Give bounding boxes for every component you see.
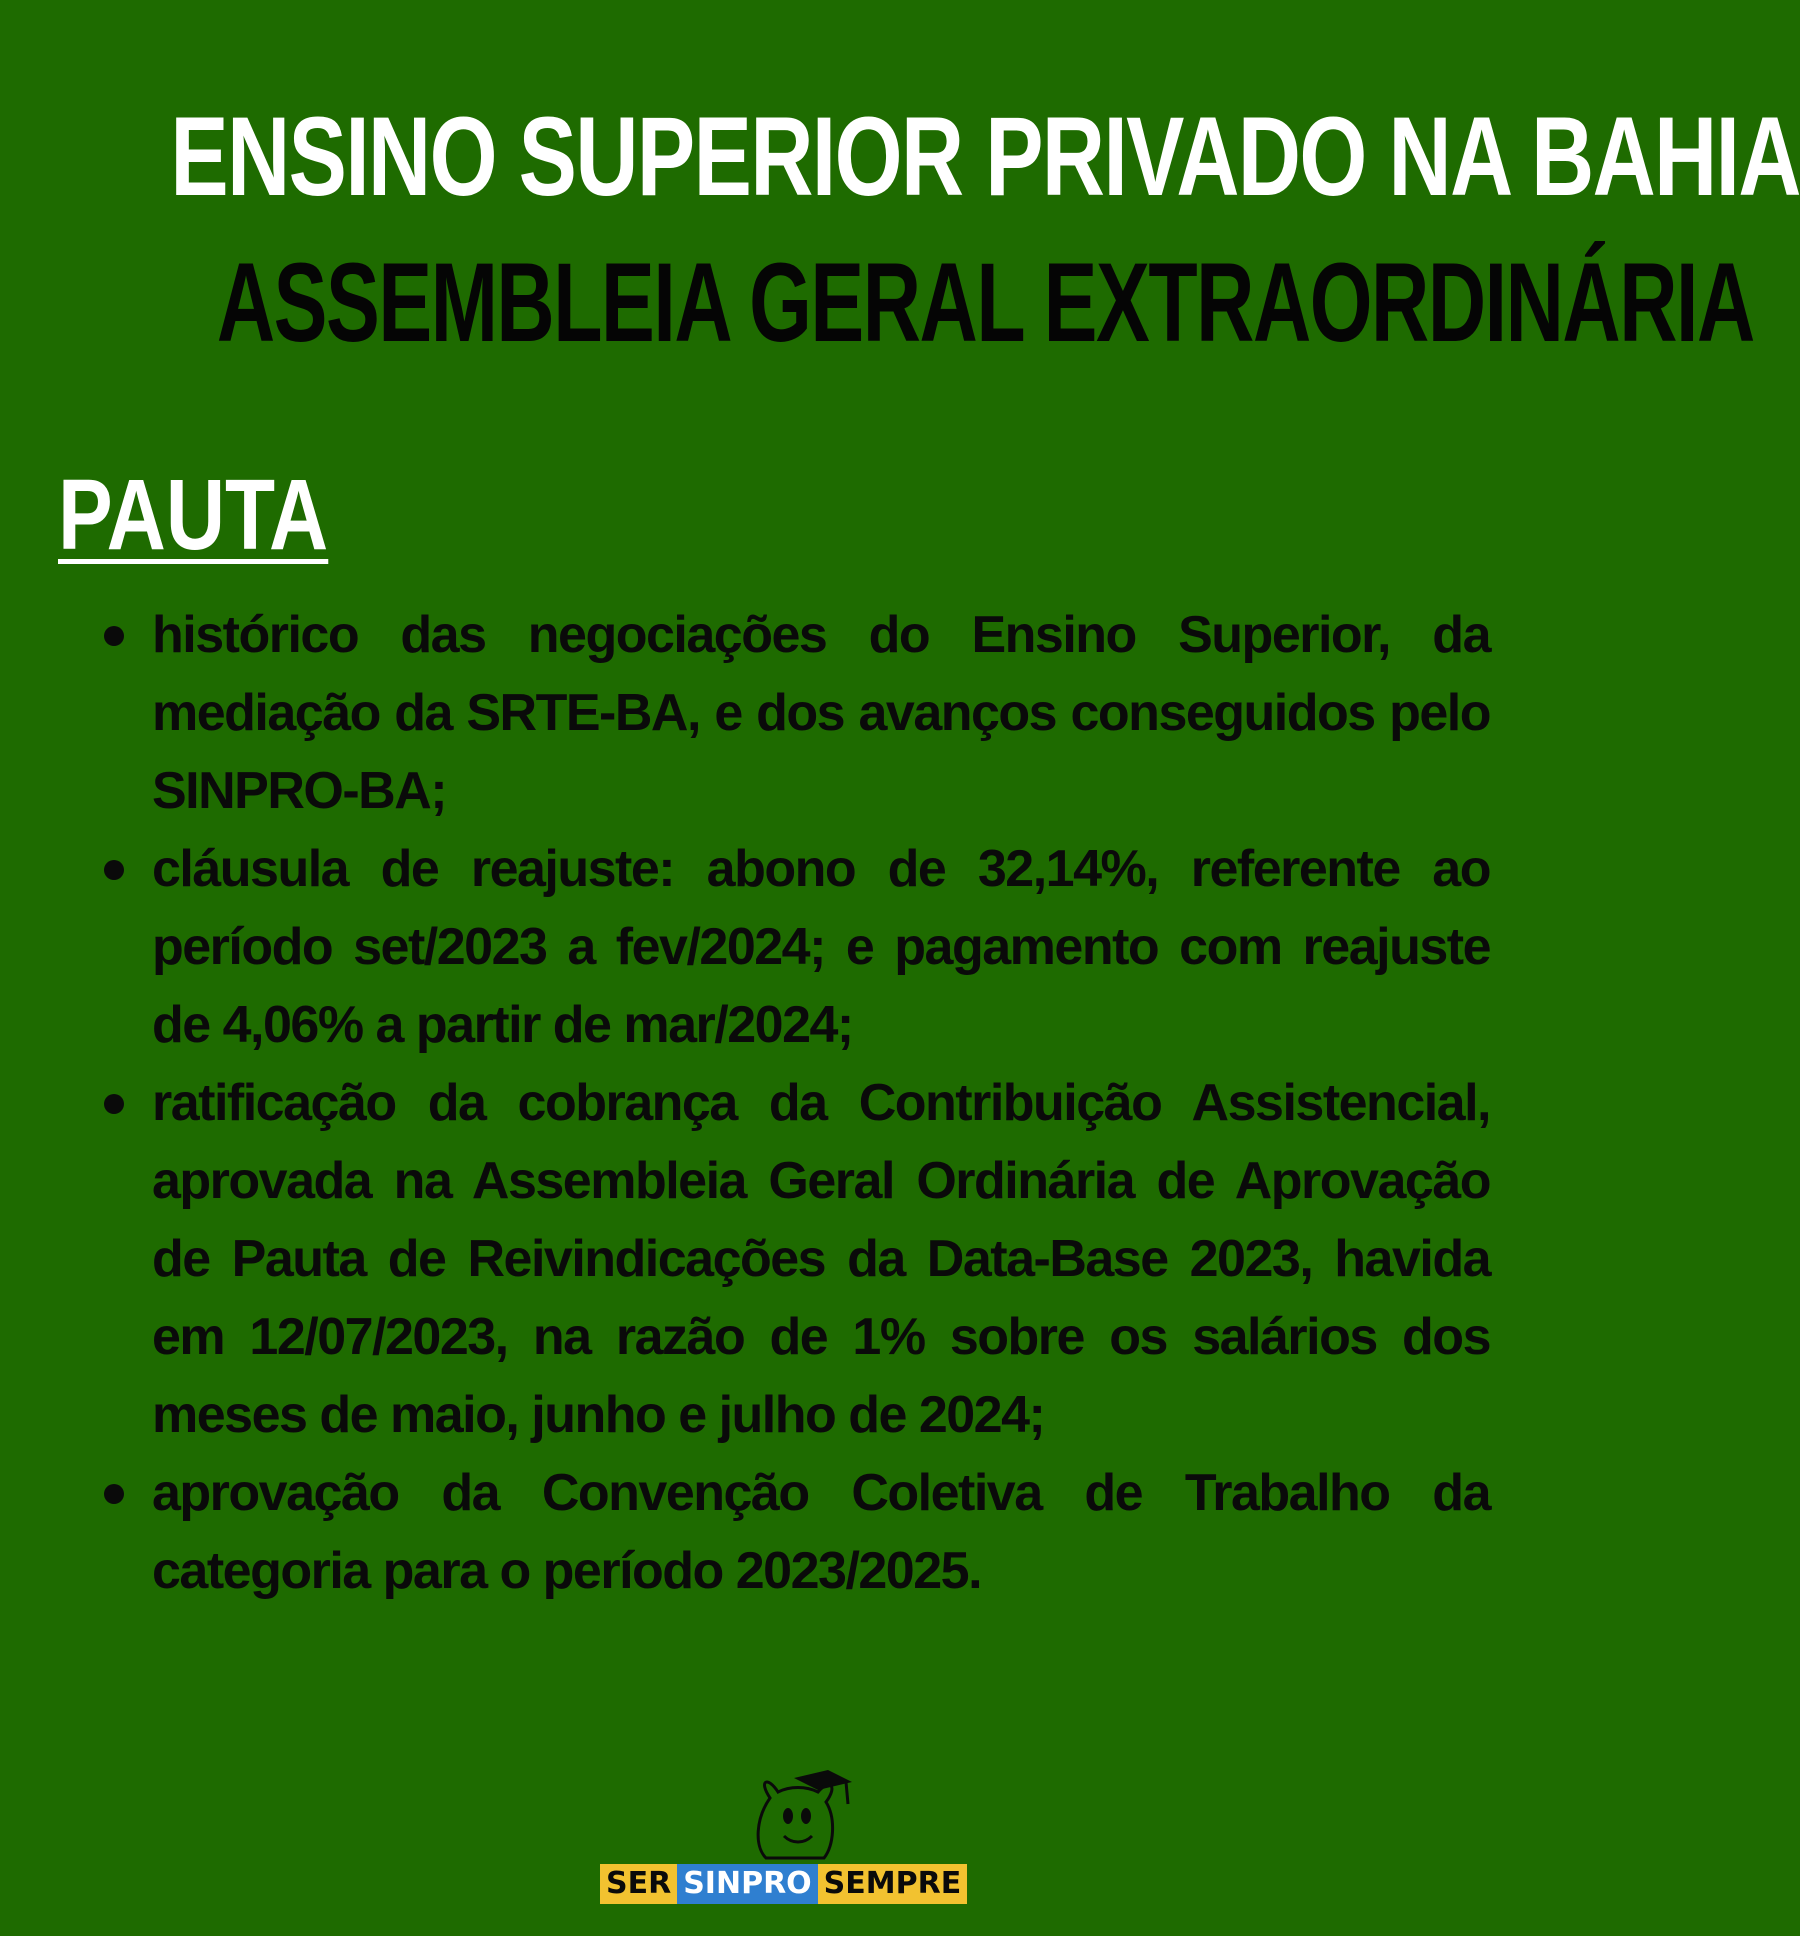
- list-item: [98, 1454, 1490, 1610]
- title-line-2: ASSEMBLEIA GERAL EXTRAORDINÁRIA: [216, 240, 1754, 365]
- bullet-icon: [104, 626, 124, 646]
- logo-word-ser: SER: [600, 1864, 677, 1904]
- list-item-text: ratificação da cobrança da Contribuição Assistencial, aprovada na Assembleia Geral Ordinária de Aprovação de Pauta de Reivindicações da Data-Base 2023, havida em 12/07/2023, na razão de 1% sobre os salários dos meses de maio, junho e julho de 2024;: [152, 1074, 1490, 1444]
- title-line-1: ENSINO SUPERIOR PRIVADO NA BAHIA: [170, 94, 1800, 219]
- logo-word-sinpro: SINPRO: [677, 1864, 817, 1904]
- bullet-icon: [104, 1484, 124, 1504]
- list-item-text: histórico das negociações do Ensino Superior, da mediação da SRTE-BA, e dos avanços conseguidos pelo SINPRO-BA;: [152, 606, 1490, 820]
- logo-word-sempre: SEMPRE: [818, 1864, 968, 1904]
- list-item-text: aprovação da Convenção Coletiva de Trabalho da categoria para o período 2023/2025.: [152, 1464, 1490, 1600]
- sinpro-logo: [600, 1768, 962, 1908]
- bullet-icon: [104, 1094, 124, 1114]
- bullet-icon: [104, 860, 124, 880]
- logo-wordmark: [600, 1864, 967, 1904]
- owl-graduate-icon: [740, 1768, 860, 1864]
- list-item: [98, 596, 1490, 830]
- agenda-list: [98, 596, 1490, 1610]
- list-item: [98, 830, 1490, 1064]
- section-heading: PAUTA: [58, 459, 329, 571]
- list-item: [98, 1064, 1490, 1454]
- list-item-text: cláusula de reajuste: abono de 32,14%, referente ao período set/2023 a fev/2024; e pagamento com reajuste de 4,06% a partir de mar/2024;: [152, 840, 1490, 1054]
